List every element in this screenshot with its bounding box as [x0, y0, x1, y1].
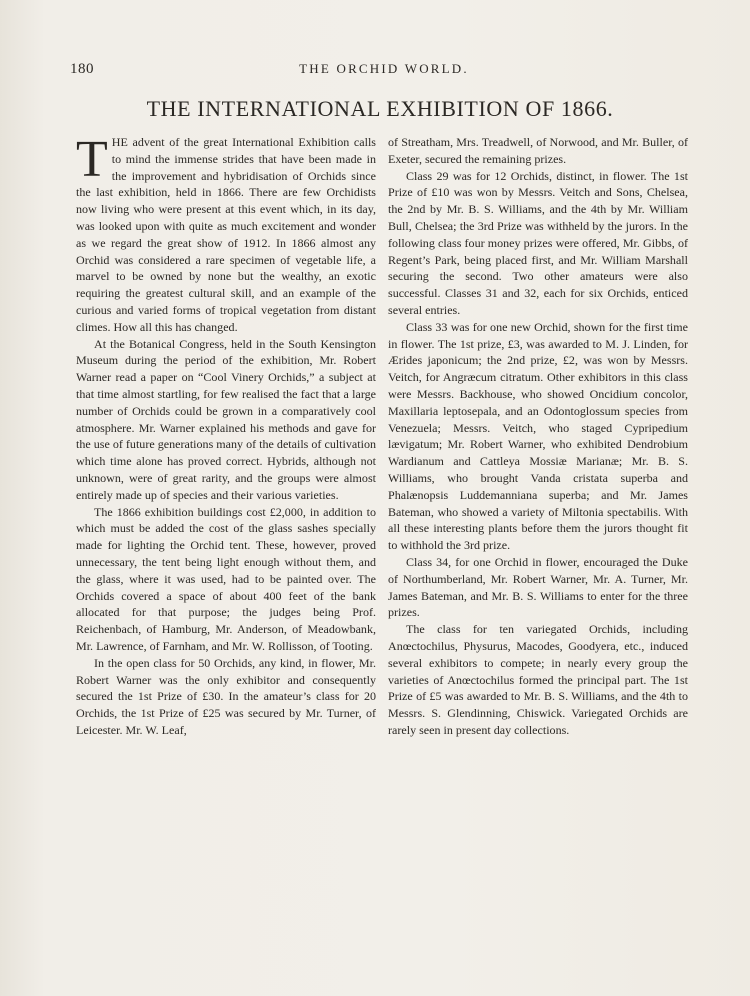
- paragraph: of Streatham, Mrs. Treadwell, of Norwood, and Mr. Buller, of Exeter, secured the remaining prizes.: [388, 135, 688, 166]
- paragraph: At the Botanical Congress, held in the South Kensington Museum during the period of the exhibition, Mr. Robert Warner read a paper on “Cool Vinery Orchids,” a subject at that time almost startling, for few realised the fact that a large number of Orchids could be grown in a comparatively cool atmosphere. Mr. Warner explained his methods and gave for the use of future generations many of the details of cultivation which time alone has proved correct. Hybrids, although not unknown, were of great rarity, and the groups were almost entirely made up of species and their various varieties.: [76, 336, 376, 502]
- left-column: [76, 131, 376, 739]
- paragraph: The 1866 exhibition buildings cost £2,000, in addition to which must be added the cost of the glass sashes specially made for lighting the Orchid tent. These, however, proved unnecessary, the tent being light enough without them, and the glass, where it was used, had to be painted over. The Orchids covered a space of about 400 feet of the bank allocated for that purpose; the judges being Prof. Reichenbach, of Hamburg, Mr. Anderson, of Meadowbank, Mr. Lawrence, of Farnham, and Mr. W. Rollisson, of Tooting.: [76, 504, 376, 653]
- paragraph: In the open class for 50 Orchids, any kind, in flower, Mr. Robert Warner was the only exhibitor and consequently secured the 1st Prize of £30. In the amateur’s class for 20 Orchids, the 1st Prize of £25 was secured by Mr. Turner, of Leicester. Mr. W. Leaf,: [76, 655, 376, 737]
- paragraph: Class 34, for one Orchid in flower, encouraged the Duke of Northumberland, Mr. Robert Warner, Mr. A. Turner, Mr. James Bateman, and Mr. B. S. Williams to enter for the three prizes.: [388, 554, 688, 620]
- drop-cap: T: [76, 131, 108, 188]
- paragraph: [76, 131, 376, 336]
- page-number: 180: [70, 61, 94, 77]
- paragraph: The class for ten variegated Orchids, including Anœctochilus, Physurus, Macodes, Goodyera, etc., induced several exhibitors to compete; in nearly every group the varieties of Anœctochilus formed the principal part. The 1st Prize of £5 was awarded to Mr. B. S. Williams, and the 4th to Messrs. S. Glendinning, Chiswick. Variegated Orchids are rarely seen in present day collections.: [388, 622, 688, 737]
- paragraph: Class 29 was for 12 Orchids, distinct, in flower. The 1st Prize of £10 was won by Messrs. Veitch and Sons, Chelsea, the 2nd by Mr. B. S. Williams, and the 4th by Mr. William Bull, Chelsea; the 3rd Prize was withheld by the jurors. In the following class four money prizes were offered, Mr. Gibbs, of Regent’s Park, being placed first, and Mr. William Marshall securing the second. Two other amateurs were also successful. Classes 31 and 32, each for six Orchids, enticed several entries.: [388, 168, 688, 317]
- paragraph-text: HE advent of the great International Exhibition calls to mind the immense strides that have been made in the improvement and hybridisation of Orchids since the last exhibition, held in 1866. There are few Orchidists now living who were present at this event which, in its day, was looked upon with quite as much excitement and wonder as we regard the great show of 1912. In 1866 almost any Orchid was considered a rare specimen of vegetable life, a marvel to be owned by none but the wealthy, an exotic requiring the greatest cultural skill, and an example of the curious and varied forms of tropical vegetation from distant climes. How all this has changed.: [76, 135, 376, 334]
- running-head: THE ORCHID WORLD.: [299, 61, 469, 76]
- right-column: [388, 134, 688, 739]
- article-title: THE INTERNATIONAL EXHIBITION OF 1866.: [146, 96, 614, 121]
- paragraph: Class 33 was for one new Orchid, shown for the first time in flower. The 1st prize, £3, was awarded to M. J. Linden, for Ærides japonicum; the 2nd prize, £2, was won by Messrs. Veitch, for Angræcum citratum. Other exhibitors in this class were Messrs. Backhouse, who showed Oncidium concolor, Maxillaria leptosepala, and an Odontoglossum species from Venezuela; Messrs. Veitch, who staged Cypripedium lævigatum; Mr. Robert Warner, who exhibited Dendrobium Wardianum and Cattleya Mossiæ Marianæ; Mr. B. S. Williams, who brought Vanda cristata superba and Phalænopsis Luddemanniana superba; and Mr. James Bateman, who showed a variety of Miltonia spectabilis. With all these interesting plants before them the jurors thought fit to withhold the 3rd prize.: [388, 319, 688, 553]
